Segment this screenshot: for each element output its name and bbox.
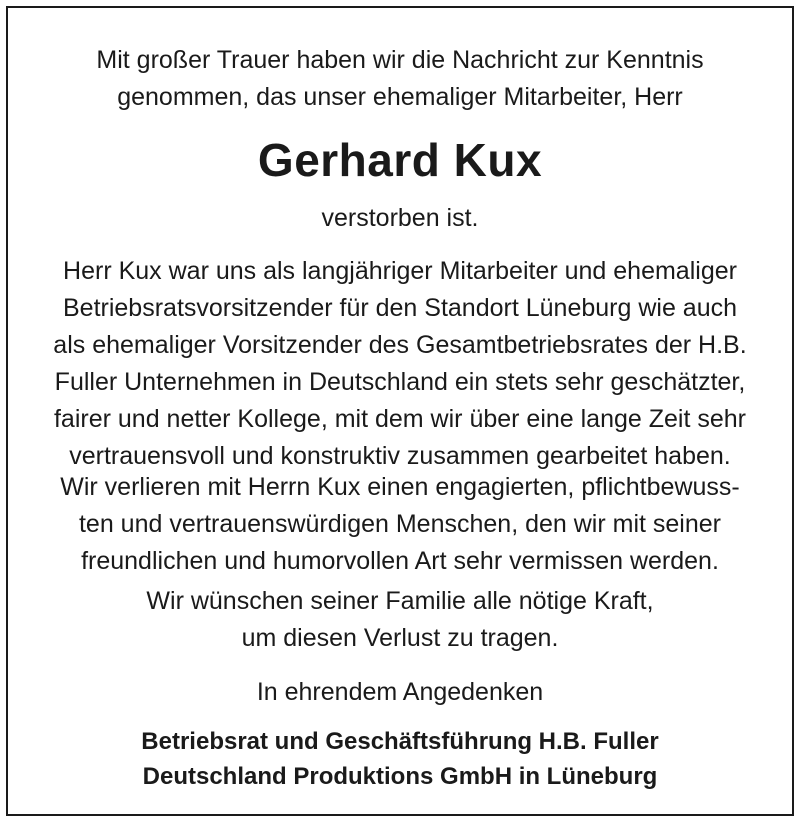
tribute-line: Herr Kux war uns als langjähriger Mitarbeiter und ehemaliger	[63, 257, 737, 285]
tribute-line: fairer und netter Kollege, mit dem wir über eine lange Zeit sehr	[53, 405, 747, 433]
tribute-line: vertrauensvoll und konstruktiv zusammen gearbeitet haben.	[69, 442, 731, 470]
condolence-paragraph	[8, 583, 792, 657]
tribute-line: Fuller Unternehmen in Deutschland ein stets sehr geschätzter,	[54, 368, 746, 396]
signature-block	[8, 724, 792, 794]
deceased-name: Gerhard Kux	[257, 134, 543, 186]
loss-paragraph	[8, 469, 792, 580]
condolence-line: um diesen Verlust zu tragen.	[241, 624, 559, 652]
loss-line: ten und vertrauenswürdigen Menschen, den wir mit seiner	[78, 510, 721, 538]
obituary-content	[8, 8, 792, 814]
intro-paragraph	[8, 42, 792, 116]
tribute-line: als ehemaliger Vorsitzender des Gesamtbetriebsrates der H.B.	[53, 331, 747, 359]
loss-line: Wir verlieren mit Herrn Kux einen engagierten, pflichtbewuss-	[60, 473, 740, 501]
intro-line: Mit großer Trauer haben wir die Nachricht zur Kenntnis	[96, 46, 704, 74]
tribute-paragraph	[8, 253, 792, 475]
loss-line: freundlichen und humorvollen Art sehr vermissen werden.	[81, 547, 719, 575]
obituary-frame	[6, 6, 794, 816]
intro-line: genommen, das unser ehemaliger Mitarbeiter, Herr	[117, 83, 683, 111]
tribute-line: Betriebsratsvorsitzender für den Standort Lüneburg wie auch	[63, 294, 737, 322]
closing-line: In ehrendem Angedenken	[256, 678, 544, 706]
condolence-line: Wir wünschen seiner Familie alle nötige Kraft,	[146, 587, 654, 615]
status-line: verstorben ist.	[321, 204, 479, 232]
signature-line: Betriebsrat und Geschäftsführung H.B. Fuller	[141, 728, 659, 755]
signature-line: Deutschland Produktions GmbH in Lüneburg	[142, 763, 658, 790]
deceased-status	[8, 200, 792, 237]
closing-text	[8, 674, 792, 711]
